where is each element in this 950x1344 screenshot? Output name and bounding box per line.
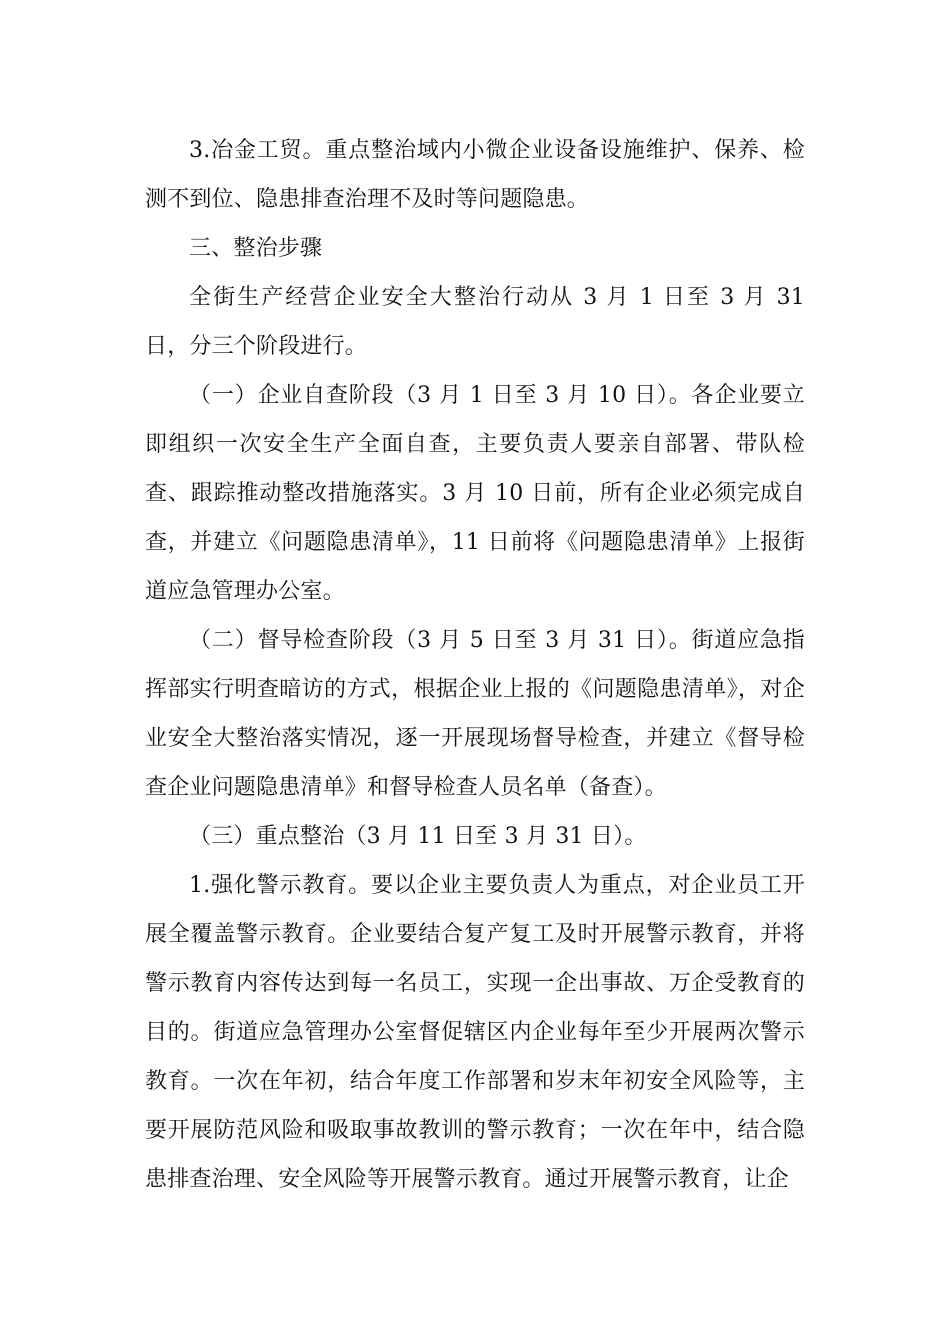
section-heading-steps: 三、整治步骤 bbox=[189, 236, 323, 261]
paragraph-key-rectification: （三）重点整治（3 月 11 日至 3 月 31 日）。 bbox=[189, 824, 647, 849]
document-page bbox=[145, 126, 805, 1204]
paragraph-warning-education: 1.强化警示教育。要以企业主要负责人为重点，对企业员工开展全覆盖警示教育。企业要结合复产复工及时开展警示教育，并将警示教育内容传达到每一名员工，实现一企出事故、万企受教育的目的。街道应急管理办公室督促辖区内企业每年至少开展两次警示教育。一次在年初，结合年度工作部署和岁末年初安全风险等，主要开展防范风险和吸取事故教训的警示教育；一次在年中，结合隐患排查治理、安全风险等开展警示教育。通过开展警示教育，让企 bbox=[145, 873, 805, 1192]
paragraph-supervision: （二）督导检查阶段（3 月 5 日至 3 月 31 日）。街道应急指挥部实行明查暗访的方式，根据企业上报的《问题隐患清单》，对企业安全大整治落实情况，逐一开展现场督导检查，并建立《督导检查企业问题隐患清单》和督导检查人员名单（备查）。 bbox=[145, 628, 805, 800]
paragraph-metallurgy: 3.冶金工贸。重点整治域内小微企业设备设施维护、保养、检测不到位、隐患排查治理不及时等问题隐患。 bbox=[145, 138, 805, 212]
paragraph-self-inspection: （一）企业自查阶段（3 月 1 日至 3 月 10 日）。各企业要立即组织一次安全生产全面自查，主要负责人要亲自部署、带队检查、跟踪推动整改措施落实。3 月 10 日前，所有企业必须完成自查，并建立《问题隐患清单》，11 日前将《问题隐患清单》上报街道应急管理办公室。 bbox=[145, 383, 805, 604]
paragraph-overview: 全街生产经营企业安全大整治行动从 3 月 1 日至 3 月 31 日，分三个阶段进行。 bbox=[145, 285, 805, 359]
